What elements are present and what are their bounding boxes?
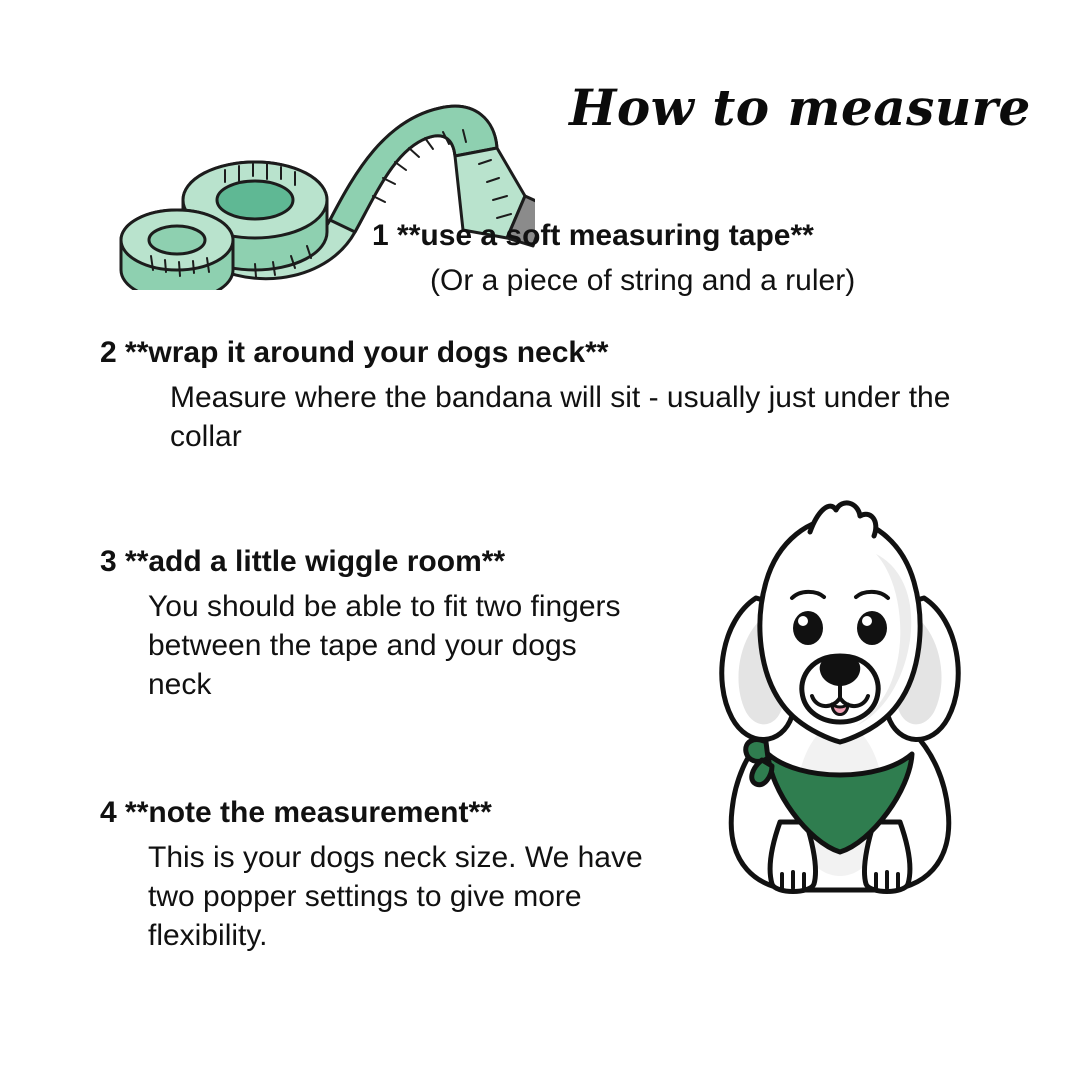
step-2 <box>100 333 990 456</box>
page-title: How to measure <box>569 78 1031 137</box>
step-3-body: You should be able to fit two fingers between the tape and your dogs neck <box>148 590 621 701</box>
step-4-body: This is your dogs neck size. We have two popper settings to give more flexibility. <box>148 841 643 952</box>
step-3-heading: 3 **add a little wiggle room** <box>100 545 506 578</box>
step-4-heading: 4 **note the measurement** <box>100 796 492 829</box>
step-1-body: (Or a piece of string and a ruler) <box>430 264 856 297</box>
step-3 <box>100 542 660 704</box>
step-2-body: Measure where the bandana will sit - usually just under the collar <box>170 381 951 453</box>
step-1-heading: 1 **use a soft measuring tape** <box>372 219 814 252</box>
puppy-with-bandana-illustration <box>660 470 1020 920</box>
step-4 <box>100 793 700 955</box>
step-1 <box>372 216 972 300</box>
step-2-heading: 2 **wrap it around your dogs neck** <box>100 336 609 369</box>
